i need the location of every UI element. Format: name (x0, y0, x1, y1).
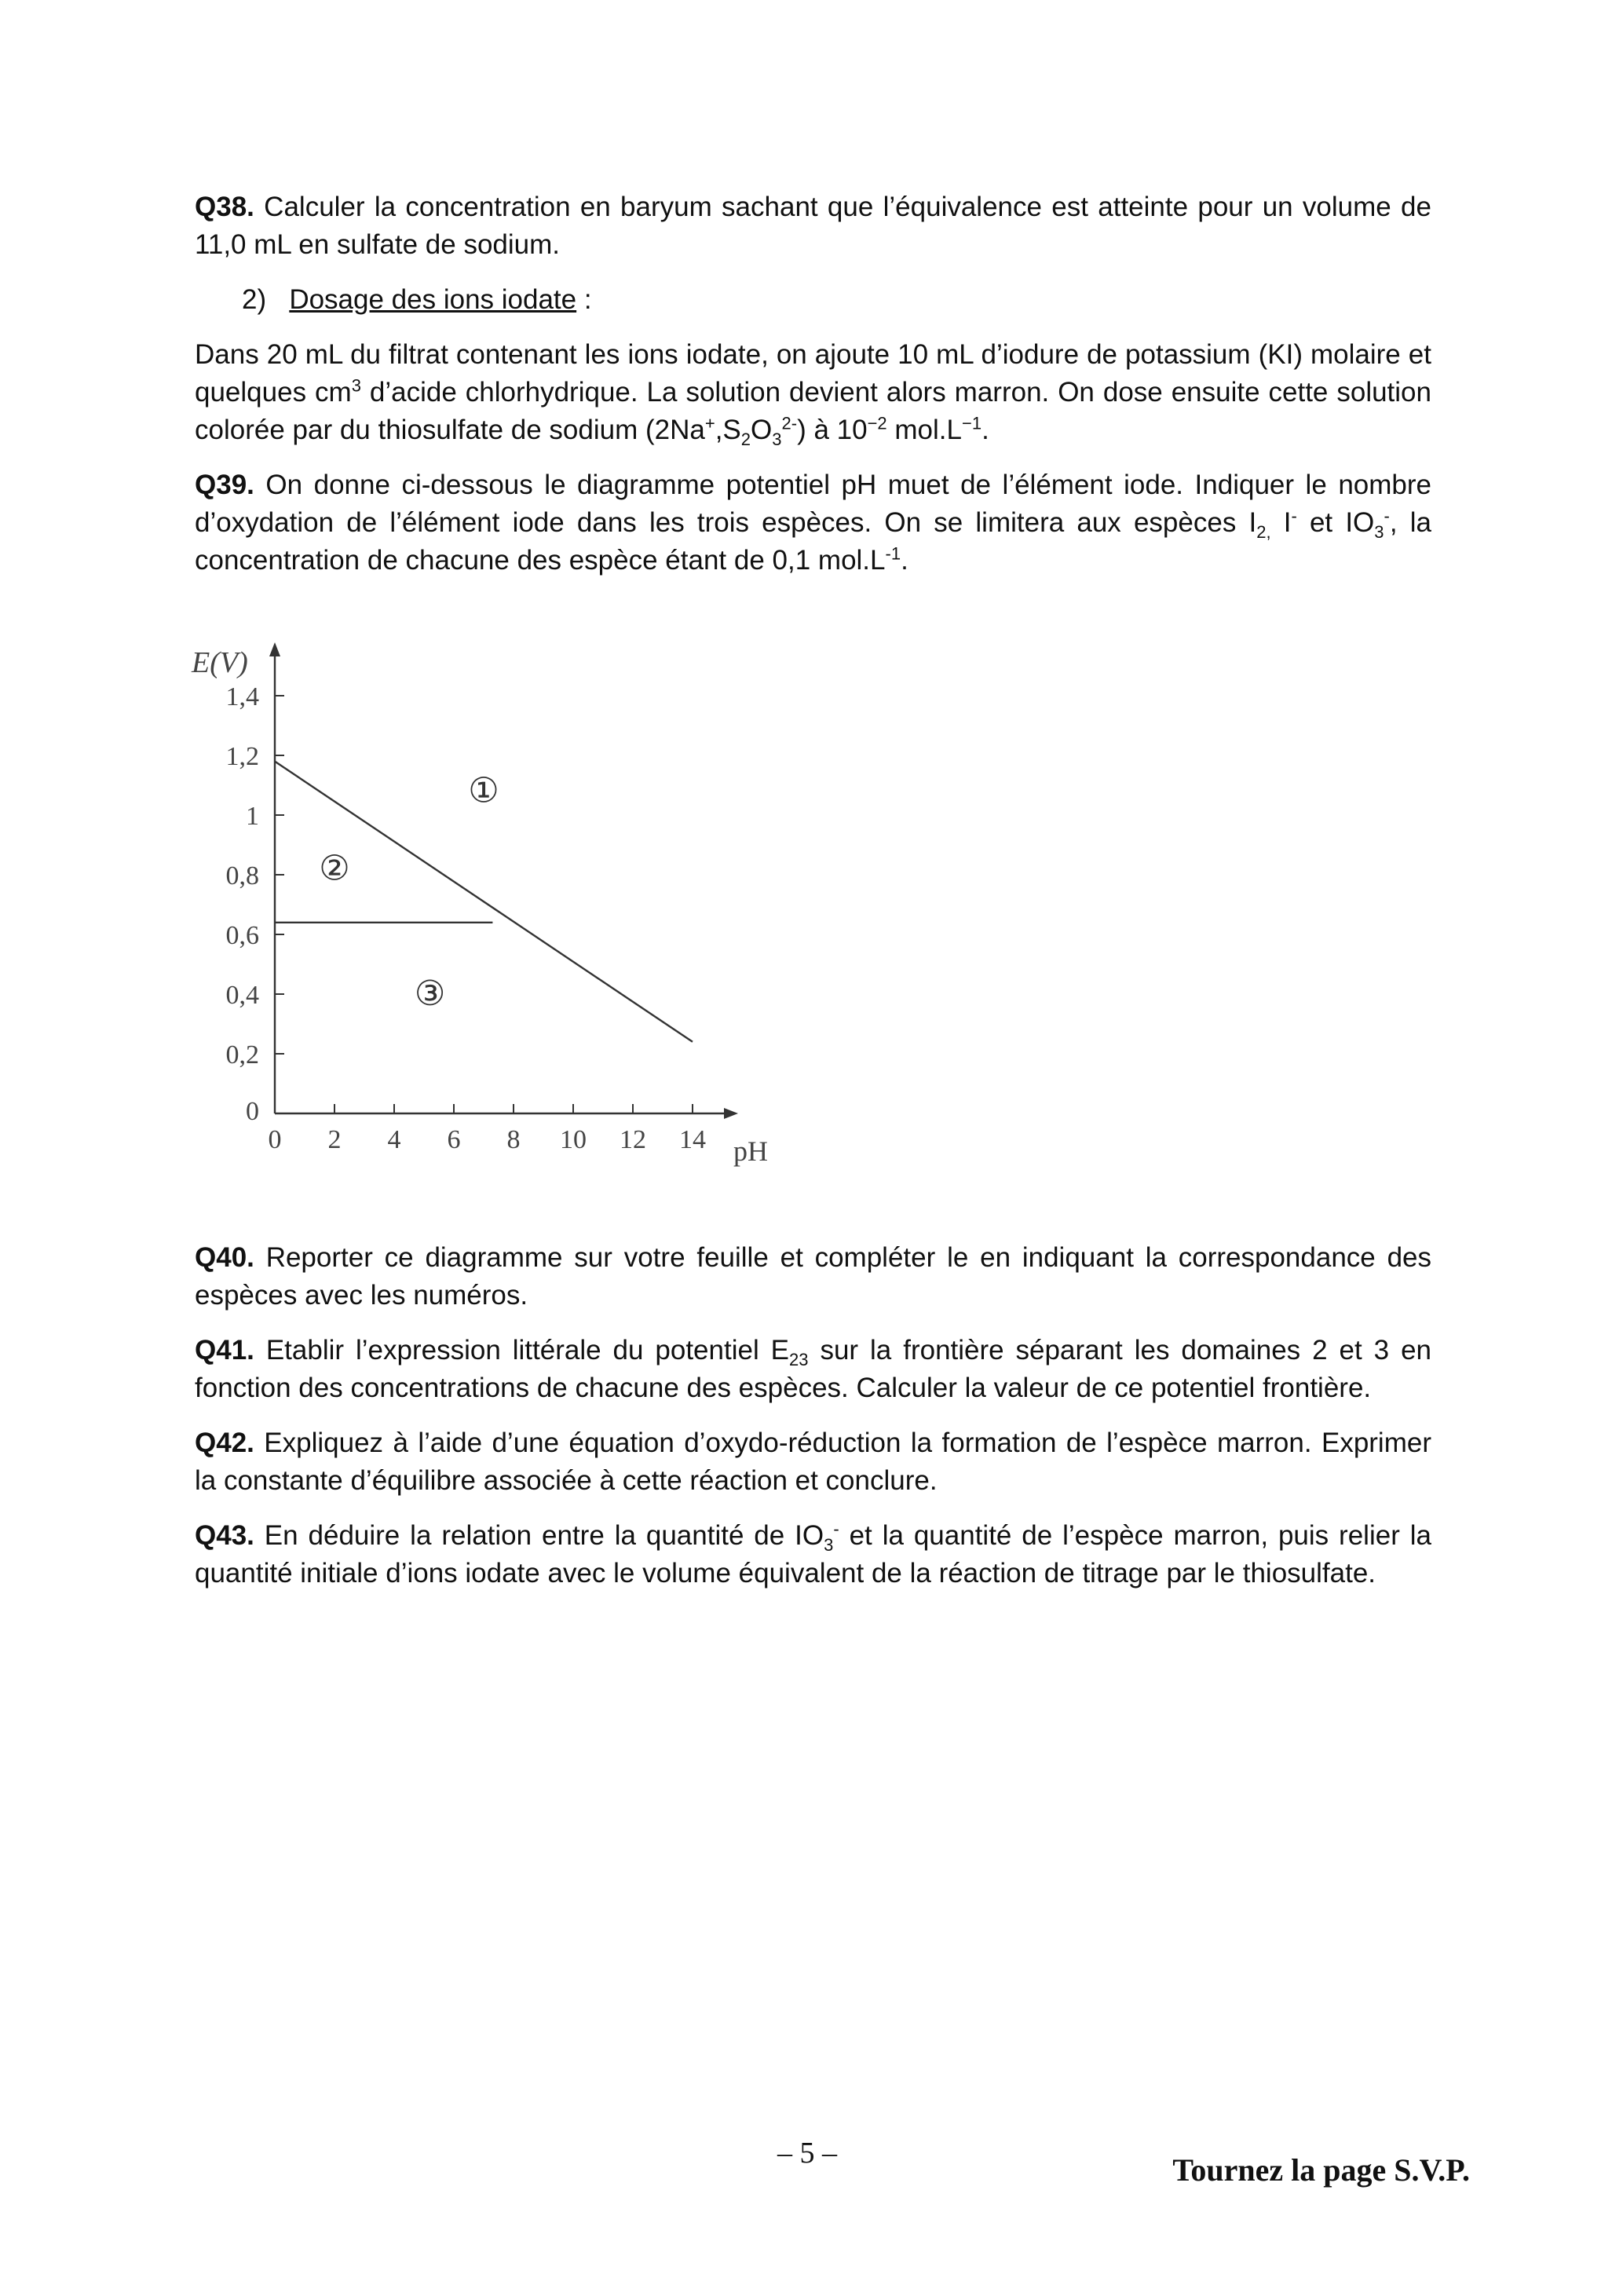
potential-ph-chart (188, 642, 785, 1192)
x-tick-label: 0 (268, 1125, 282, 1154)
potential-ph-diagram (188, 642, 785, 1192)
y-axis-arrow (269, 642, 280, 656)
turn-page-note: Tournez la page S.V.P. (1172, 2152, 1470, 2188)
intro-paragraph (195, 336, 1431, 449)
y-tick-label: 0,2 (225, 1040, 259, 1069)
y-tick-label: 0,8 (225, 861, 259, 890)
y-tick-label: 1,4 (225, 682, 259, 711)
x-tick-label: 2 (327, 1125, 342, 1154)
text-run: sur la frontière séparant les domaines 2 et 3 en fonction des concentrations de chacune des espèces. Calculer la valeur de ce potentiel frontière. (195, 1335, 1431, 1403)
superscript: - (833, 1519, 839, 1539)
text-run: d’acide chlorhydrique. La solution devient alors marron. On dose ensuite cette solution colorée par du thiosulfate de sodium (2Na (195, 377, 1431, 445)
text-run: Dans 20 mL du filtrat contenant les ions iodate, on ajoute 10 mL d’iodure de potassium (KI) molaire et quelques cm (195, 339, 1431, 408)
text-run: . (981, 415, 989, 445)
x-tick-label: 10 (560, 1125, 587, 1154)
superscript: + (704, 413, 715, 433)
superscript: 2- (781, 413, 798, 433)
x-axis-arrow (724, 1108, 738, 1119)
text-run: ,S (715, 415, 741, 445)
question-text: Reporter ce diagramme sur votre feuille et compléter le en indiquant la correspondance des espèces avec les numéros. (195, 1242, 1431, 1311)
page-number: – 5 – (777, 2137, 837, 2170)
question-42 (195, 1424, 1431, 1500)
question-label: Q41. (195, 1335, 254, 1366)
text-run: En déduire la relation entre la quantité de IO (254, 1520, 824, 1551)
question-38 (195, 188, 1431, 264)
question-text: Calculer la concentration en baryum sachant que l’équivalence est atteinte pour un volume de 11,0 mL en sulfate de sodium. (195, 192, 1431, 260)
x-tick-label: 4 (387, 1125, 401, 1154)
text-run: et la quantité de l’espèce marron, puis relier la quantité initiale d’ions iodate avec le volume équivalent de la réaction de titrage par le thiosulfate. (195, 1520, 1431, 1589)
region-label-1: ① (468, 770, 499, 811)
y-tick-label: 1 (246, 802, 259, 831)
x-tick-label: 14 (679, 1125, 706, 1154)
superscript: - (1384, 506, 1390, 526)
question-41 (195, 1332, 1431, 1407)
superscript: 3 (351, 375, 361, 396)
question-39 (195, 466, 1431, 579)
region-label-3: ③ (414, 974, 446, 1014)
y-tick-label: 0,4 (225, 981, 259, 1010)
text-run: . (901, 545, 908, 576)
subscript: 2 (740, 430, 751, 449)
superscript: −1 (961, 413, 982, 433)
question-43 (195, 1517, 1431, 1592)
text-run: mol.L (886, 415, 962, 445)
subscript: 3 (772, 430, 782, 449)
y-tick-label: 0,6 (225, 921, 259, 950)
question-label: Q40. (195, 1242, 254, 1273)
text-run: Etablir l’expression littérale du potentiel E (254, 1335, 790, 1366)
x-axis-label: pH (733, 1135, 768, 1167)
subscript: 2, (1256, 522, 1271, 542)
text-run: On donne ci-dessous le diagramme potentiel pH muet de l’élément iode. Indiquer le nombre d’oxydation de l’élément iode dans les trois espèces. On se limitera aux espèces I (195, 470, 1431, 538)
question-label: Q42. (195, 1428, 254, 1458)
text-run: I (1270, 507, 1292, 538)
x-tick-label: 12 (620, 1125, 646, 1154)
question-label: Q38. (195, 192, 254, 222)
superscript: - (1291, 506, 1297, 526)
y-axis-label: E(V) (192, 646, 248, 679)
subscript: 23 (789, 1350, 809, 1369)
text-run: ) à 10 (797, 415, 868, 445)
text-run: et IO (1296, 507, 1375, 538)
subscript: 3 (824, 1535, 834, 1555)
x-tick-label: 8 (506, 1125, 521, 1154)
page-content (192, 188, 1431, 1610)
question-40 (195, 1239, 1431, 1314)
y-tick-label: 1,2 (225, 742, 259, 771)
question-label: Q39. (195, 470, 254, 500)
superscript: −2 (867, 413, 887, 433)
superscript: -1 (885, 543, 901, 564)
x-tick-label: 6 (447, 1125, 461, 1154)
text-run: , la concentration de chacune des espèce étant de 0,1 mol.L (195, 507, 1431, 576)
section-heading (242, 281, 1431, 319)
section-title: Dosage des ions iodate (289, 284, 577, 315)
question-label: Q43. (195, 1520, 254, 1551)
text-run: O (751, 415, 773, 445)
question-text: Expliquez à l’aide d’une équation d’oxydo-réduction la formation de l’espèce marron. Exprimer la constante d’équilibre associée à cette réaction et conclure. (195, 1428, 1431, 1496)
y-tick-label: 0 (246, 1097, 259, 1126)
section-suffix: : (576, 284, 592, 315)
region-label-2: ② (319, 848, 350, 889)
subscript: 3 (1374, 522, 1384, 542)
section-number: 2) (242, 284, 267, 315)
